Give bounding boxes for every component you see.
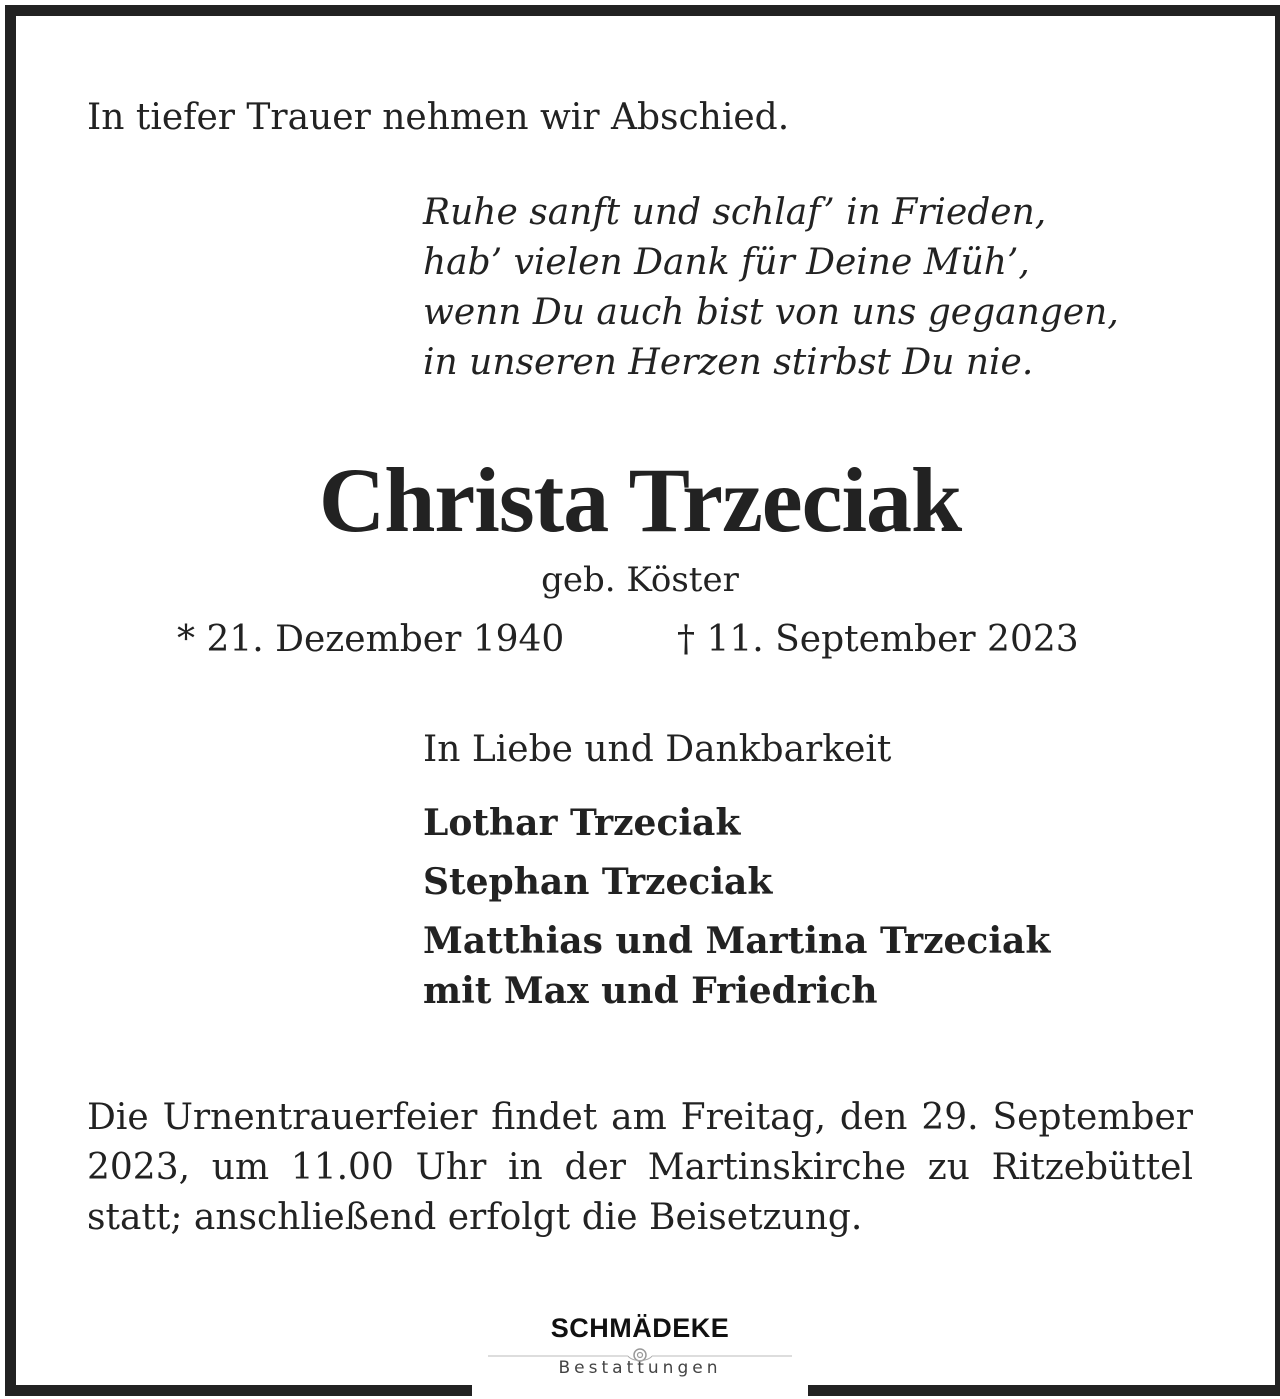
swirl-ornament-icon [488,1346,792,1366]
logo-subtitle: Bestattungen [558,1358,722,1378]
death-date: † 11. September 2023 [677,619,1079,660]
funeral-home-logo [472,1310,808,1380]
poem-line: Ruhe sanft und schlaf’ in Frieden, [423,192,1047,233]
poem [423,188,1119,388]
birth-date: * 21. Dezember 1940 [177,619,565,660]
family-list [423,798,1050,1016]
family-member: mit Max und Friedrich [423,970,878,1012]
family-member: Matthias und Martina Trzeciak [423,920,1051,962]
thanks-text: In Liebe und Dankbarkeit [423,729,892,770]
maiden-name: geb. Köster [541,560,739,600]
deceased-name: Christa Trzeciak [318,449,962,551]
poem-line: wenn Du auch bist von uns gegangen, [423,292,1119,333]
poem-line: hab’ vielen Dank für Deine Müh’, [423,242,1030,283]
family-member: Lothar Trzeciak [423,802,741,844]
service-info: Die Urnentrauerfeier findet am Freitag, den 29. September 2023, um 11.00 Uhr in der Martinskirche zu Ritzebüttel statt; anschließend erfolgt die Beisetzung. [87,1097,1193,1238]
poem-line: in unseren Herzen stirbst Du nie. [423,342,1034,383]
family-member: Stephan Trzeciak [423,861,773,903]
intro-text: In tiefer Trauer nehmen wir Abschied. [87,97,790,138]
logo-name: SCHMÄDEKE [550,1313,730,1343]
